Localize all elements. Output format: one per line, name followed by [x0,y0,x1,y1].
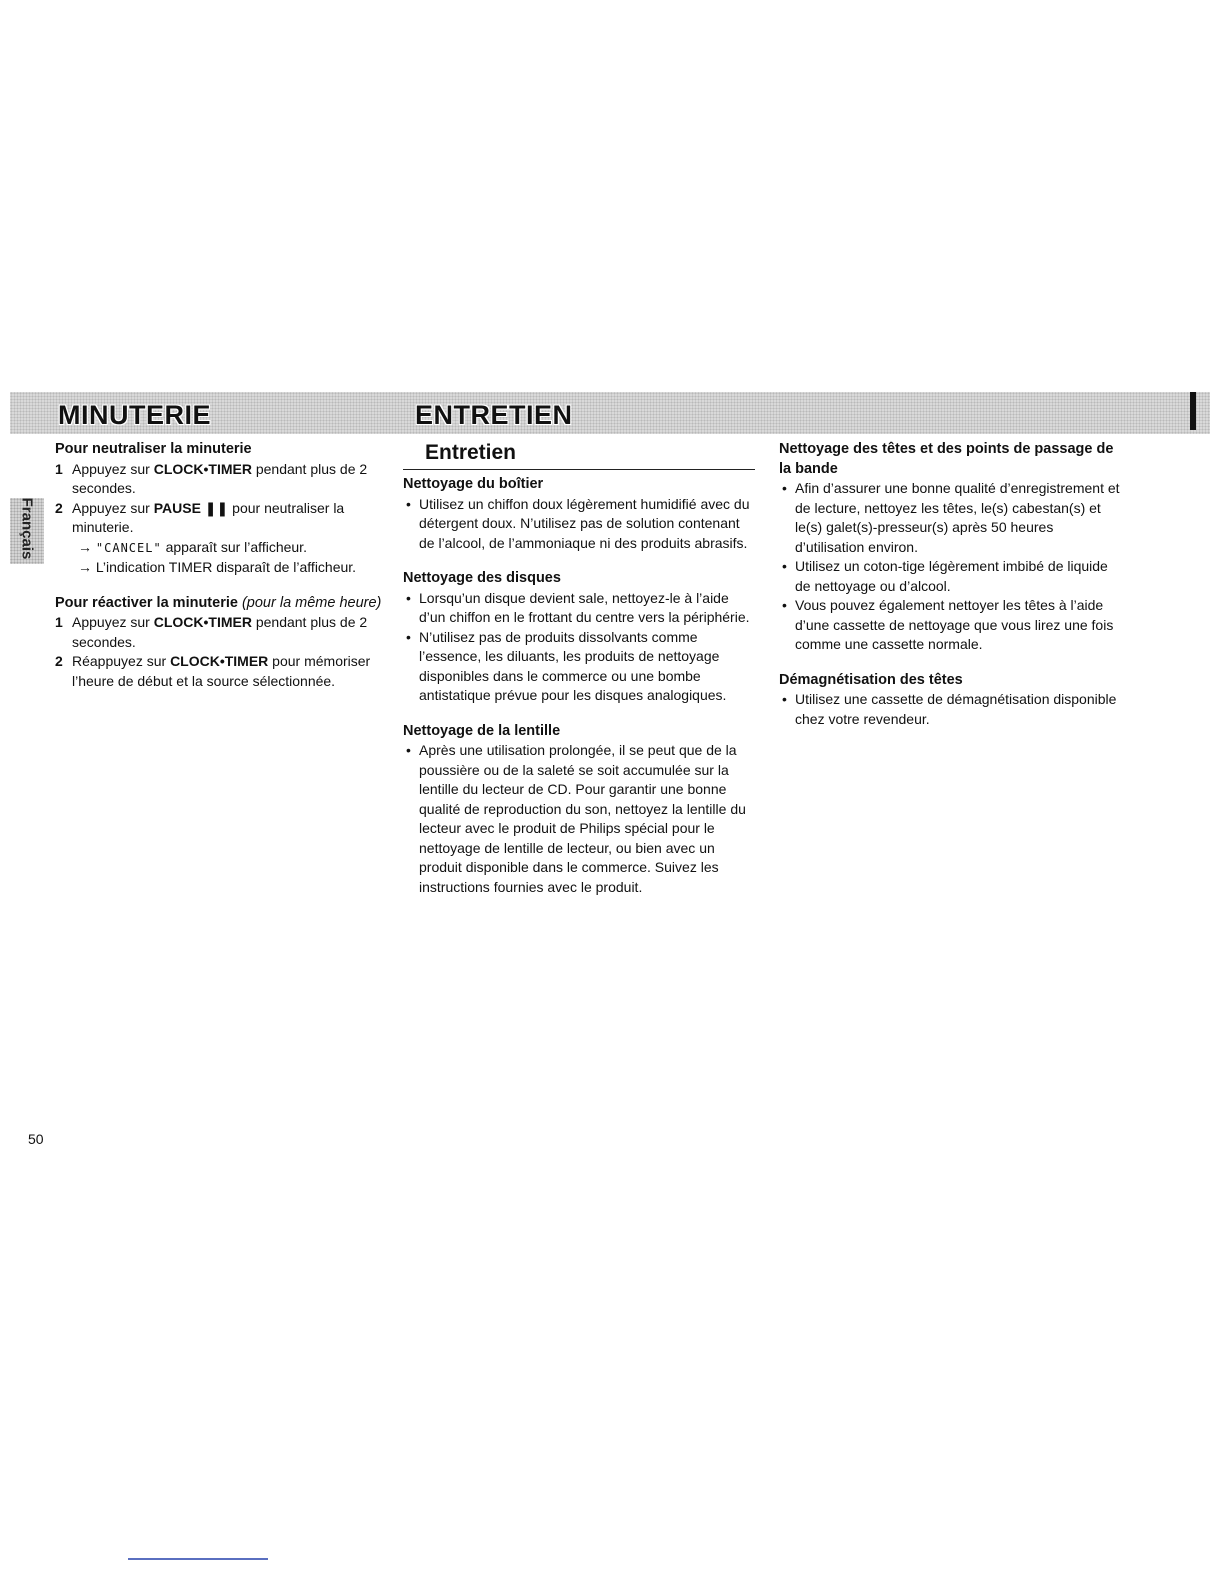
heading-demagnetisation: Démagnétisation des têtes [779,671,963,688]
language-tab [10,498,44,564]
steps-neutraliser [55,460,385,578]
key-label: CLOCK•TIMER [170,653,269,669]
section-title-entretien: ENTRETIEN [415,400,573,430]
step-text: Appuyez sur [72,614,154,630]
language-label: Français [18,497,36,560]
result-line: → "CANCEL" apparaît sur l’afficheur. [78,538,307,555]
key-label: CLOCK•TIMER [153,614,252,630]
heading-disques: Nettoyage des disques [403,570,561,586]
bullet-item: • Utilisez un chiffon doux légèrement humidifié avec du détergent doux. N’utilisez pas de solution contenant de l’alcool, de l’ammoniaque ni des produits abrasifs. [403,495,755,554]
step-text: pour neutraliser la minuterie. [72,499,345,535]
heading-entretien: Entretien [403,440,755,470]
page-number: 50 [28,1131,44,1147]
bullet-item: • N’utilisez pas de produits dissolvants comme l’essence, les diluants, les produits de nettoyage disponibles dans le commerce ou une bombe antistatique prévue pour les disques analogiques. [403,628,755,706]
step-number: 1 [55,460,63,477]
edge-marker [1190,392,1196,430]
section-title-minuterie: MINUTERIE [58,400,211,430]
bullet-item: • Utilisez un coton-tige légèrement imbibé de liquide de nettoyage ou d’alcool. [779,557,1124,596]
step-item [55,613,385,652]
key-label: PAUSE ❚❚ [153,499,229,516]
step-text: pour mémoriser l’heure de début et la source sélectionnée. [72,653,371,689]
list-demagnetisation [779,690,1124,729]
heading-lentille: Nettoyage de la lentille [403,722,561,739]
step-text: Réappuyez sur [72,653,171,669]
result-text: apparaît sur l’afficheur. [161,538,307,555]
step-text: pendant plus de 2 secondes. [72,460,368,496]
bullet-item: • Après une utilisation prolongée, il se peut que de la poussière ou de la saleté se soit accumulée sur la lentille du lecteur de CD. Pour garantir une bonne qualité de reproduction du son, nettoyez la lentille du lecteur avec le produit de Philips spécial pour le nettoyage de lentille de lecteur, ou bien avec un produit disponible dans le commerce. Suivez les instructions fournies avec le produit. [403,741,755,897]
bullet-item: • Vous pouvez également nettoyer les têtes à l’aide d’une cassette de nettoyage que vous lirez une fois comme une cassette normale. [779,596,1124,655]
column-entretien [403,440,755,897]
step-number: 1 [55,614,63,630]
heading-tetes: Nettoyage des têtes et des points de passage de la bande [779,441,1114,477]
result-line: → L’indication TIMER disparaît de l’afficheur. [78,559,357,575]
column-minuterie [55,440,385,691]
result-text: L’indication TIMER disparaît de l’afficheur. [95,559,357,575]
list-lentille [403,741,755,897]
step-number: 2 [55,499,63,516]
heading-note: (pour la même heure) [237,594,382,611]
list-tetes [779,479,1124,655]
list-boitier [403,495,755,554]
heading-reactiver [55,594,385,614]
step-number: 2 [55,653,63,669]
footer-rule [128,1558,268,1560]
lcd-display-text: "CANCEL" [95,540,162,555]
step-text: pendant plus de 2 secondes. [72,614,368,650]
step-item [55,460,385,499]
step-text: Appuyez sur [72,460,154,477]
list-disques [403,589,755,706]
step-item [55,652,385,691]
bullet-item: • Afin d’assurer une bonne qualité d’enregistrement et de lecture, nettoyez les têtes, le(s) cabestan(s) et le(s) galet(s)-presseur(s) après 50 heures d’utilisation environ. [779,479,1124,557]
heading-neutraliser: Pour neutraliser la minuterie [55,441,252,457]
bullet-item: • Lorsqu’un disque devient sale, nettoyez-le à l’aide d’un chiffon en le frottant du centre vers la périphérie. [403,589,755,628]
heading-text: Pour réactiver la minuterie [55,594,238,611]
step-item [55,499,385,578]
key-label: CLOCK•TIMER [153,460,252,477]
step-text: Appuyez sur [72,499,154,516]
steps-reactiver [55,613,385,691]
bullet-item: • Utilisez une cassette de démagnétisation disponible chez votre revendeur. [779,690,1124,729]
column-tetes [779,440,1124,729]
heading-boitier: Nettoyage du boîtier [403,476,544,492]
